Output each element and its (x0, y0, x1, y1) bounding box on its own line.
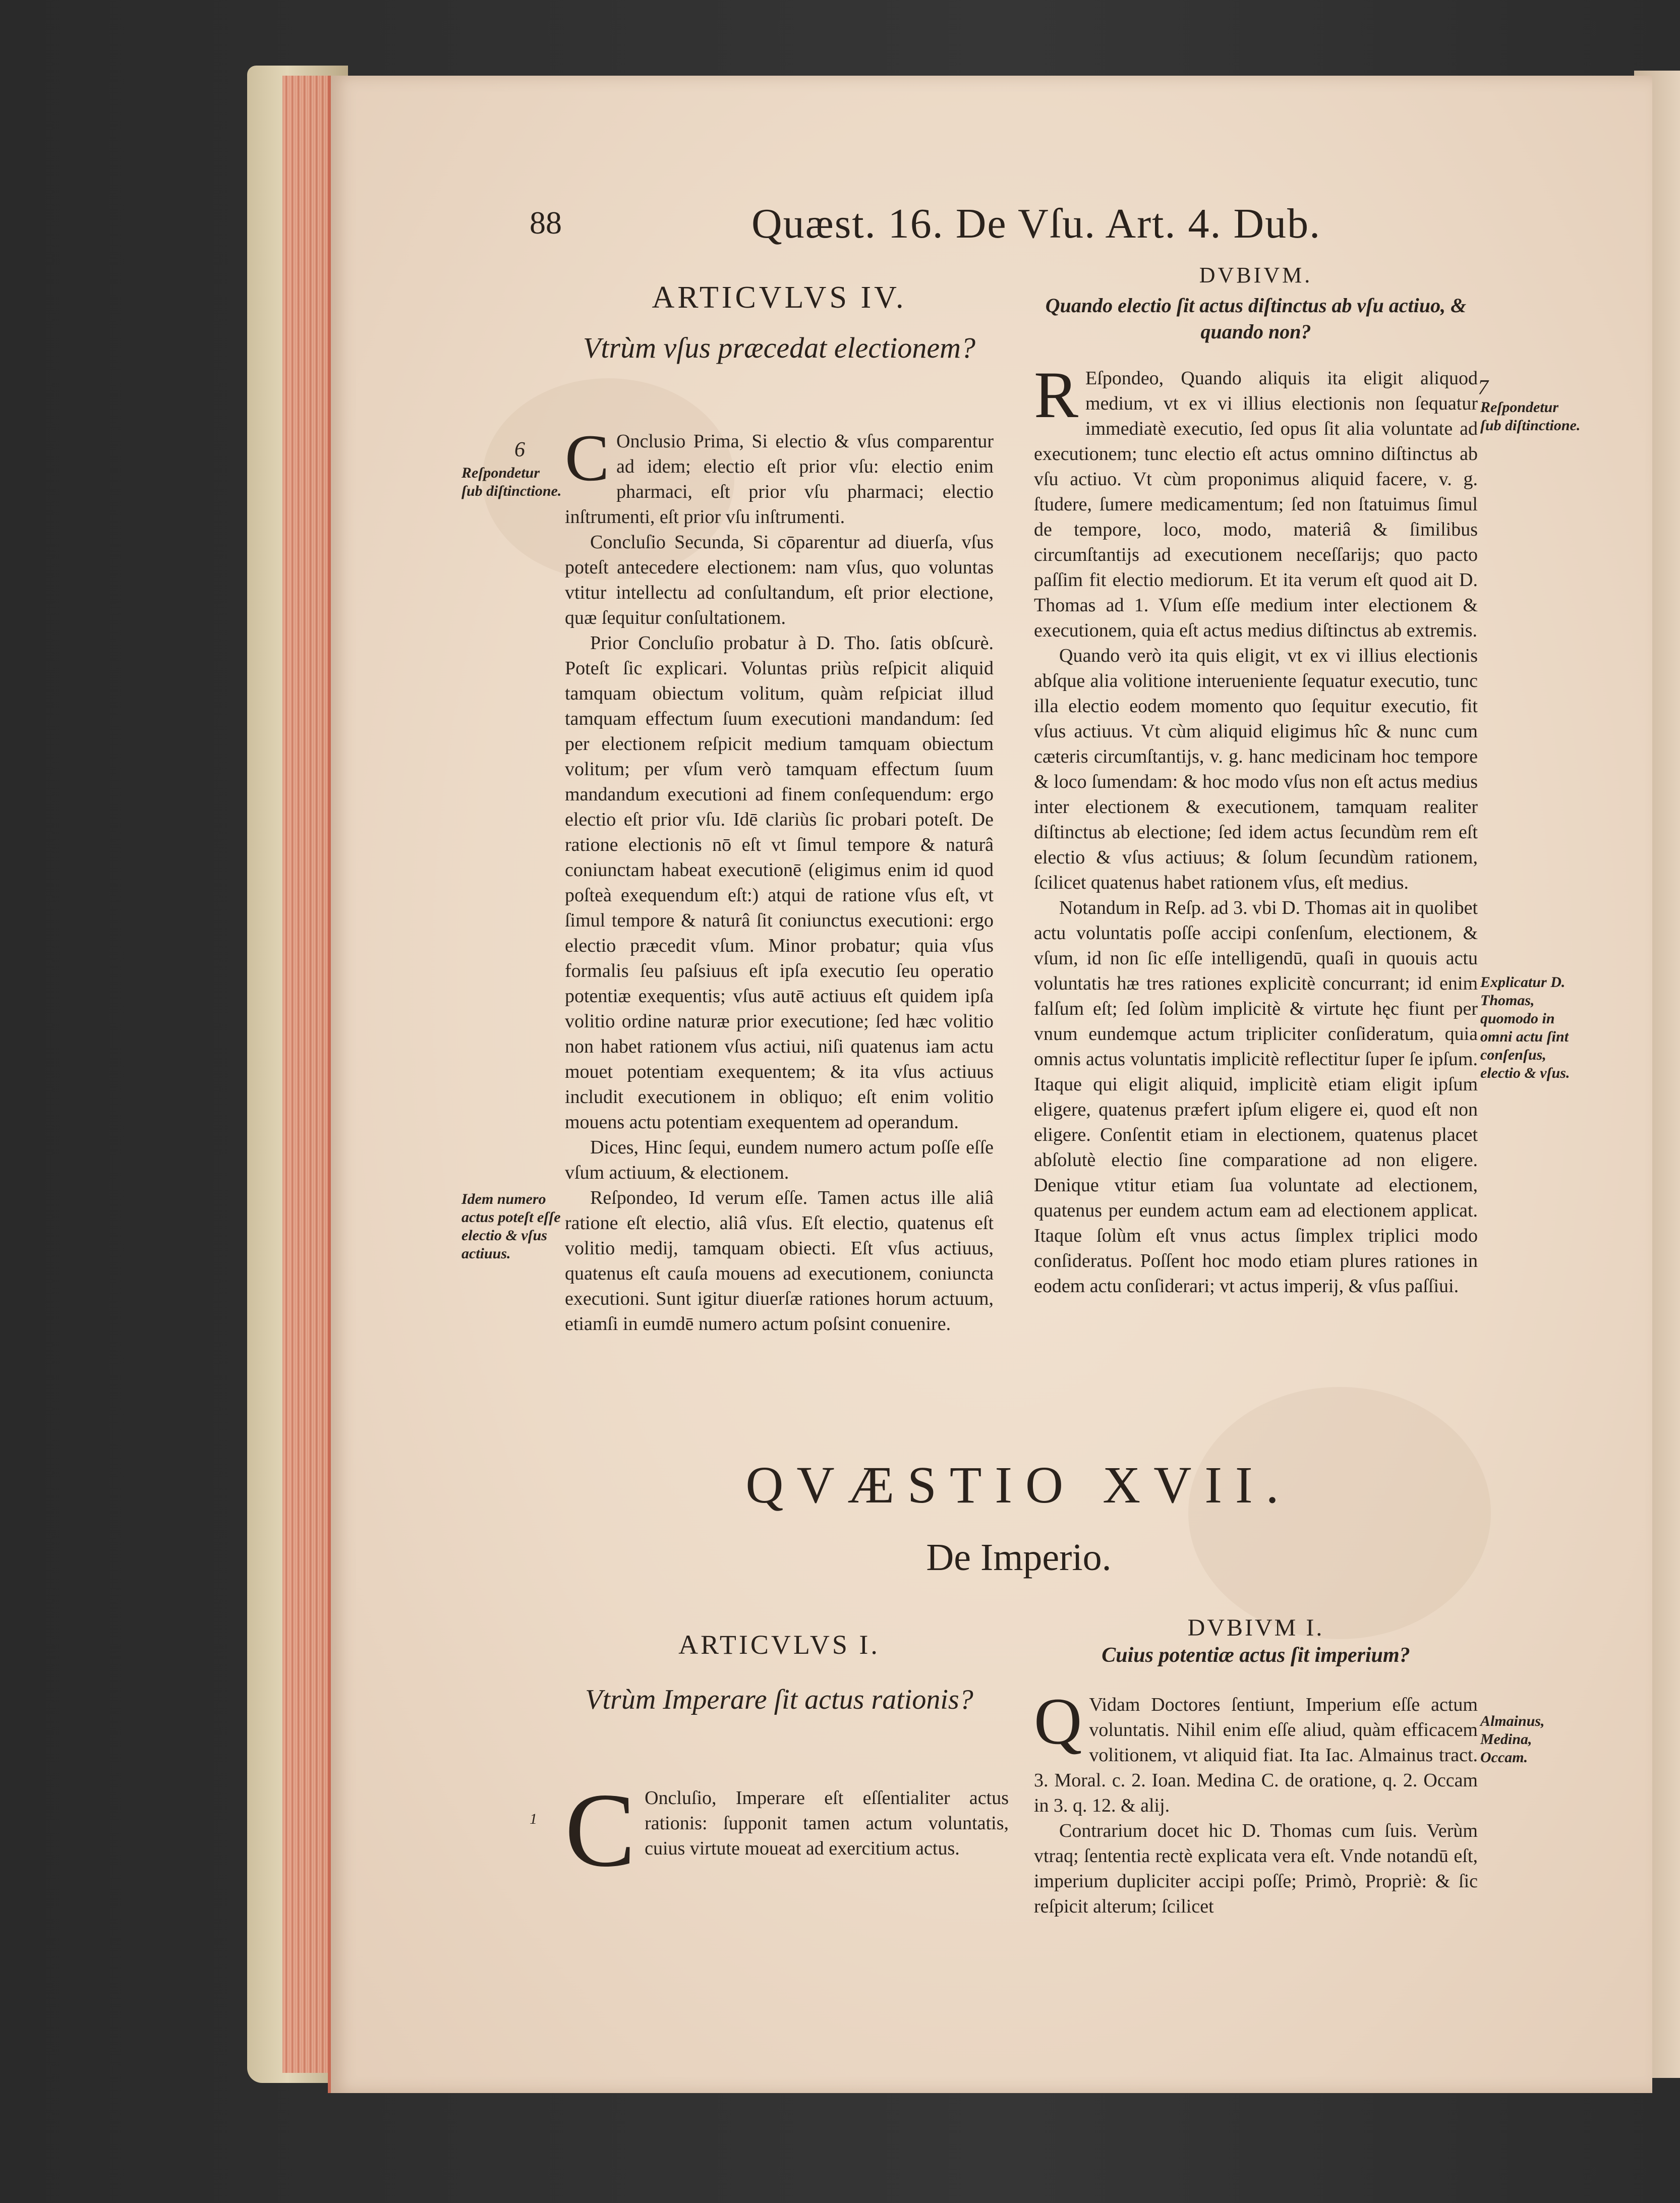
margin-note: Idem numero actus poteſt eſſe electio & vſus actiuus. (461, 1191, 561, 1262)
page-number: 88 (530, 205, 562, 241)
margin-number: 7 (1478, 376, 1488, 399)
drop-cap: C (565, 1772, 636, 1889)
quaestio-xvii-subtitle: De Imperio. (926, 1536, 1112, 1579)
paragraph: Contrarium docet hic D. Thomas cum ſuis. Verùm vtraq; ſententia rectè explicata vera eſt. Vnde notandū eſt, imperium dupliciter accipi poſſe; Primò, Propriè: & ſic reſpicit alterum; ſcilicet (1034, 1820, 1478, 1917)
articulus-iv-title: Vtrùm vſus præcedat electionem? (583, 331, 975, 364)
page-header (530, 199, 1488, 255)
margin-note: Almainus, Medina, Occam. (1480, 1713, 1545, 1766)
quaestio-xvii-heading: QVÆSTIO XVII. (745, 1456, 1292, 1514)
articulus-i-body (565, 1772, 1009, 1889)
dubium-i-body (1034, 1684, 1478, 1919)
articulus-i-title: Vtrùm Imperare ſit actus rationis? (585, 1684, 973, 1715)
paragraph: Concluſio Secunda, Si cōparentur ad diuerſa, vſus poteſt antecedere electionem: nam vſus, quo voluntas vtitur intellectu ad conſultandum, eſt prior electione, quæ ſequitur conſultationem. (565, 532, 994, 628)
margin-number: 6 (514, 438, 525, 461)
paragraph: Q Vidam Doctores ſentiunt, Imperium eſſe actum voluntatis. Nihil enim eſſe aliud, quàm efficacem volitionem, vt aliquid fiat. Ita Iac. Almainus tract. 3. Moral. c. 2. Ioan. Medina C. de oratione, q. 2. Occam in 3. q. 12. & alij. (1034, 1684, 1478, 1816)
articulus-iv-heading: ARTICVLVS IV. (652, 280, 907, 315)
paragraph: Reſpondeo, Id verum eſſe. Tamen actus ille aliâ ratione eſt electio, aliâ vſus. Eſt electio, quatenus eſt volitio medij, tamquam obiecti. Eſt vſus actiuus, quatenus eſt cauſa mouens ad executionem, coniuncta executioni. Sunt igitur diuerſæ rationes horum actuum, etiamſi in eumdē numero actum poſsint conuenire. (565, 1187, 994, 1335)
drop-cap: Q (1034, 1684, 1082, 1758)
dubium-body (1034, 358, 1478, 1299)
paragraph: Notandum in Reſp. ad 3. vbi D. Thomas ait in quolibet actu voluntatis poſſe accipi conſenſum, electionem, & vſum, id non ſic eſſe intelligendū, quaſi in quouis actu voluntatis hæ tres rationes explicitè concurrant; id enim falſum eſt; ſed ſolùm implicitè & virtute hęc fiunt per vnum eundemque actum tripliciter conſideratum, quia omnis actus voluntatis implicitè reflectitur ſuper ſe ipſum. Itaque qui eligit aliquid, implicitè etiam eligit ipſum eligere, quatenus præfert ipſum eligere ei, quod eſt non eligere. Conſentit etiam in electionem, quatenus placet abſolutè electio ſine comparatione ad non eligere. Denique vtitur etiam ſua voluntate ad electionem, quatenus per eundem actum eam ad electionem applicat. Itaque ſolùm eſt vnus actus ſimplex triplici modo conſideratus. Poſſent hoc modo etiam plures rationes in eodem actu conſiderari; vt actus imperij, & vſus paſſiui. (1034, 897, 1478, 1297)
articulus-i-heading: ARTICVLVS I. (678, 1630, 880, 1660)
paragraph: C Onclusio Prima, Si electio & vſus comparentur ad idem; electio eſt prior vſu: electio enim pharmaci, eſt prior vſu pharmaci; electio inſtrumenti, eſt prior vſu inſtrumenti. (565, 421, 994, 528)
margin-note: Reſpondetur ſub diſtinctione. (461, 465, 562, 499)
paragraph: C Oncluſio, Imperare eſt eſſentialiter actus rationis: ſupponit tamen actum voluntatis, cuius virtute moueat ad exercitium actus. (565, 1772, 1009, 1889)
drop-cap: R (1034, 358, 1079, 432)
paragraph: Quando verò ita quis eligit, vt ex vi illius electionis abſque alia volitione interueniente ſequatur executio, tunc illa electio eodem momento quo ſequitur executio, fit vſus actiuus. Vt cùm aliquid eligimus hîc & nunc cum cæteris circumſtantijs, v. g. hanc medicinam hoc tempore & loco ſumendam: & hoc modo vſus non eſt actus medius inter electionem & executionem, tamquam realiter diſtinctus ab electione; ſed idem actus ſecundùm rem eſt electio & vſus actiuus; & ſolum ſecundùm rationem, ſcilicet quatenus habet rationem vſus, eſt medius. (1034, 645, 1478, 893)
paragraph: R Eſpondeo, Quando aliquis ita eligit aliquod medium, vt ex vi illius electionis non ſequatur immediatè executio, ſed opus ſit alia voluntate ad executionem; tunc electio eſt actus omnino diſtinctus ab vſu actiuo. Vt cùm proponimus aliquid facere, v. g. ſtudere, ſumere medicamentum; ſed non ſtatuimus ſimul de tempore, loco, modo, materiâ & ſimilibus circumſtantijs ad executionem neceſſarijs; quo pacto paſſim fit electio mediorum. Et ita verum eſt quod ait D. Thomas ad 1. Vſum eſſe medium inter electionem & executionem, quia eſt actus medius diſtinctus ab extremis. (1034, 358, 1478, 641)
dubium-i-title: Cuius potentiæ actus ſit imperium? (1102, 1644, 1410, 1667)
margin-note: Explicatur D. Thomas, quomodo in omni actu ſint conſenſus, electio & vſus. (1480, 974, 1570, 1081)
articulus-iv-body (565, 421, 994, 1337)
dubium-i-heading: DVBIVM I. (1187, 1614, 1324, 1641)
paragraph: Prior Concluſio probatur à D. Tho. ſatis obſcurè. Poteſt ſic explicari. Voluntas priùs reſpicit aliquid tamquam obiectum volitum, quàm reſpiciat illud tamquam effectum ſuum executioni mandandum: ſed per electionem reſpicit medium tamquam obiectum volitum; per vſum verò tamquam effectum ſuum mandandum executioni ad finem conſequendum: ergo electio eſt prior vſu. Idē clariùs ſic probari poteſt. De ratione electionis nō eſt vt ſimul tempore & naturâ coniunctam habeat executionē (eligimus enim id quod poſteà exequendum eſt:) atqui de ratione vſus eſt, vt ſimul tempore & naturâ ſit coniunctus executioni: ergo electio præcedit vſum. Minor probatur; quia vſus formalis ſeu paſsiuus eſt ipſa executio ſeu operatio potentiæ exequentis; vſus autē actiuus eſt quidem ipſa volitio ordine naturæ prior executione; ſed hæc volitio non habet rationem vſus actiui, niſi quatenus iam actu mouet potentiam exequentem; & ita vſus actiuus includit executionem in obliquo; eſt enim volitio mouens actu potentiam exequentem ad operandum. (565, 632, 994, 1133)
dubium-title: Quando electio ſit actus diſtinctus ab vſu actiuo, & quando non? (1045, 294, 1467, 343)
drop-cap: C (565, 421, 610, 495)
dubium-heading: DVBIVM. (1199, 263, 1313, 287)
paragraph: Dices, Hinc ſequi, eundem numero actum poſſe eſſe vſum actiuum, & electionem. (565, 1137, 994, 1183)
running-head: Quæst. 16. De Vſu. Art. 4. Dub. (751, 200, 1321, 247)
margin-note: Reſpondetur ſub diſtinctione. (1480, 399, 1581, 434)
margin-number: 1 (530, 1811, 537, 1827)
